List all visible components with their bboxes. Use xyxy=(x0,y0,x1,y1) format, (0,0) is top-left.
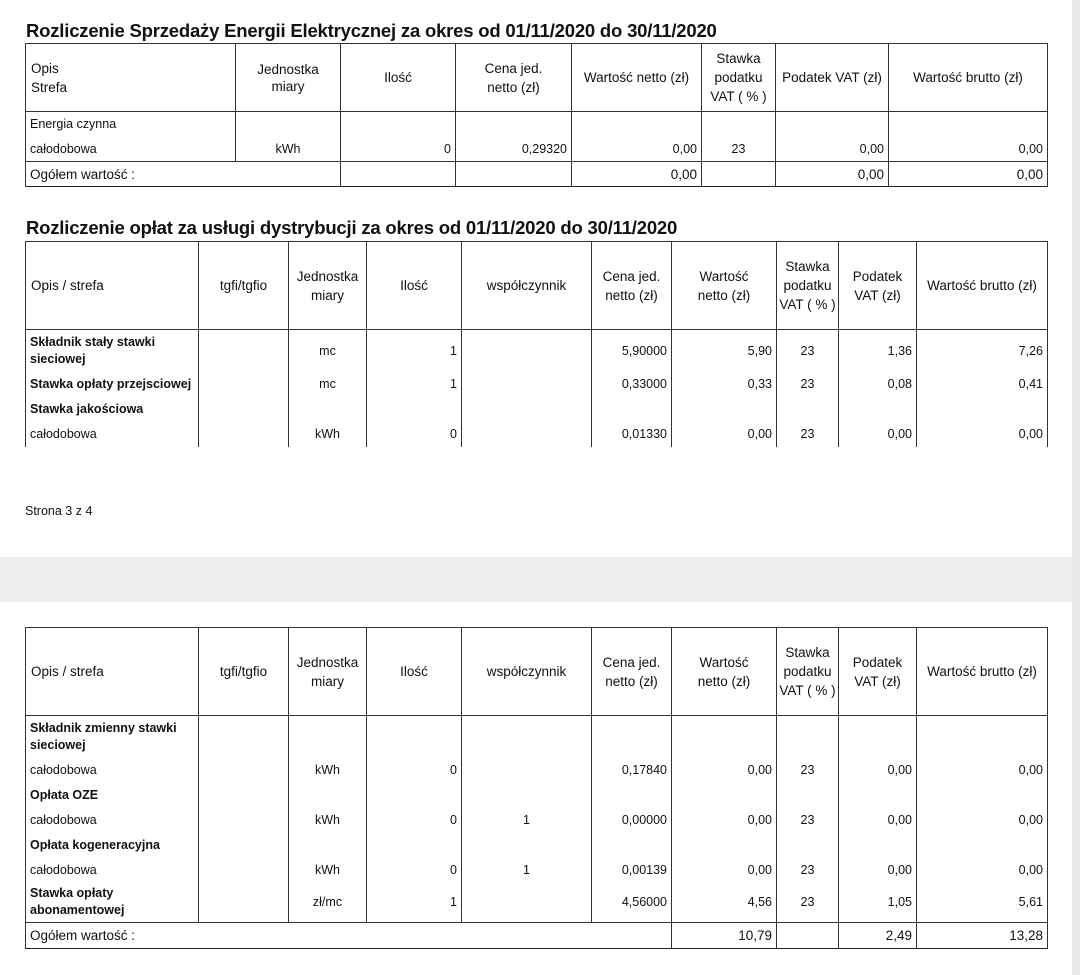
total-label: Ogółem wartość : xyxy=(26,923,672,949)
cell-stawka: 23 xyxy=(777,422,839,447)
cell-stawka: 23 xyxy=(777,758,839,783)
header-netto: Wartość netto (zł) xyxy=(672,628,777,716)
total-brutto: 13,28 xyxy=(917,923,1048,949)
cell-netto: 4,56 xyxy=(672,883,777,923)
table-row xyxy=(26,372,1048,397)
cell-cena: 0,29320 xyxy=(456,137,572,162)
header-brutto: Wartość brutto (zł) xyxy=(917,628,1048,716)
cell-ilosc: 0 xyxy=(367,422,462,447)
group-row xyxy=(26,716,1048,758)
total-row xyxy=(26,162,1048,187)
table-row xyxy=(26,422,1048,447)
cell-cena: 0,00139 xyxy=(592,858,672,883)
cell-cena: 0,33000 xyxy=(592,372,672,397)
cell-brutto: 5,61 xyxy=(917,883,1048,923)
table-header xyxy=(26,242,1048,330)
distribution-title: Rozliczenie opłat za usługi dystrybucji za okres od 01/11/2020 do 30/11/2020 xyxy=(26,217,678,238)
cell-vat: 1,36 xyxy=(839,330,917,372)
cell-netto: 0,00 xyxy=(572,137,702,162)
total-brutto: 0,00 xyxy=(889,162,1048,187)
cell-opis: całodobowa xyxy=(26,858,199,883)
cell-ilosc: 0 xyxy=(367,858,462,883)
header-stawka: Stawka podatku VAT ( % ) xyxy=(702,44,776,112)
cell-stawka: 23 xyxy=(777,808,839,833)
header-wspolczynnik: współczynnik xyxy=(462,242,592,330)
table-row xyxy=(26,758,1048,783)
header-stawka: Stawka podatku VAT ( % ) xyxy=(777,242,839,330)
distribution-table xyxy=(25,241,1048,447)
header-tgfi: tgfi/tgfio xyxy=(199,242,289,330)
cell-wsp: 1 xyxy=(462,858,592,883)
cell-vat: 0,00 xyxy=(776,137,889,162)
header-tgfi: tgfi/tgfio xyxy=(199,628,289,716)
cell-brutto: 0,00 xyxy=(917,422,1048,447)
cell-brutto: 0,00 xyxy=(917,808,1048,833)
cell-opis: Stawka opłaty przejsciowej xyxy=(26,372,199,397)
cell-cena: 0,01330 xyxy=(592,422,672,447)
cell-cena: 4,56000 xyxy=(592,883,672,923)
header-brutto: Wartość brutto (zł) xyxy=(889,44,1048,112)
cell-ilosc: 0 xyxy=(341,137,456,162)
cell-ilosc: 1 xyxy=(367,883,462,923)
header-ilosc: Ilość xyxy=(341,44,456,112)
cell-wsp xyxy=(462,758,592,783)
page-number: Strona 3 z 4 xyxy=(25,504,93,518)
cell-brutto: 0,41 xyxy=(917,372,1048,397)
cell-vat: 0,00 xyxy=(839,808,917,833)
cell-ilosc: 0 xyxy=(367,758,462,783)
scrollbar-track[interactable] xyxy=(1072,0,1080,975)
energy-sales-table xyxy=(25,43,1048,187)
group-label: Składnik zmienny stawki sieciowej xyxy=(26,716,199,758)
cell-wsp xyxy=(462,330,592,372)
total-netto: 0,00 xyxy=(572,162,702,187)
cell-netto: 0,00 xyxy=(672,422,777,447)
header-vat: Podatek VAT (zł) xyxy=(839,628,917,716)
table-row xyxy=(26,808,1048,833)
cell-vat: 0,00 xyxy=(839,758,917,783)
group-label: Energia czynna xyxy=(26,112,236,137)
group-label: Opłata kogeneracyjna xyxy=(26,833,199,858)
total-row xyxy=(26,923,1048,949)
cell-opis: całodobowa xyxy=(26,137,236,162)
cell-ilosc: 0 xyxy=(367,808,462,833)
total-netto: 10,79 xyxy=(672,923,777,949)
table-row xyxy=(26,330,1048,372)
group-row xyxy=(26,112,1048,137)
table-header xyxy=(26,628,1048,716)
cell-jednostka: mc xyxy=(289,330,367,372)
cell-wsp xyxy=(462,372,592,397)
cell-stawka: 23 xyxy=(702,137,776,162)
cell-cena: 5,90000 xyxy=(592,330,672,372)
header-jednostka: Jednostka miary xyxy=(289,242,367,330)
cell-ilosc: 1 xyxy=(367,330,462,372)
cell-brutto: 7,26 xyxy=(917,330,1048,372)
cell-stawka: 23 xyxy=(777,330,839,372)
cell-opis: całodobowa xyxy=(26,758,199,783)
cell-wsp xyxy=(462,883,592,923)
group-row xyxy=(26,397,1048,422)
table-row xyxy=(26,858,1048,883)
cell-opis: całodobowa xyxy=(26,422,199,447)
page-gap xyxy=(0,557,1072,602)
group-row xyxy=(26,783,1048,808)
cell-wsp xyxy=(462,422,592,447)
cell-jednostka: zł/mc xyxy=(289,883,367,923)
total-vat: 2,49 xyxy=(839,923,917,949)
header-jednostka: Jednostka miary xyxy=(236,44,341,112)
header-vat: Podatek VAT (zł) xyxy=(776,44,889,112)
cell-jednostka: kWh xyxy=(289,808,367,833)
header-stawka: Stawka podatku VAT ( % ) xyxy=(777,628,839,716)
cell-vat: 0,08 xyxy=(839,372,917,397)
cell-stawka: 23 xyxy=(777,372,839,397)
header-cena: Cena jed. netto (zł) xyxy=(592,628,672,716)
group-row xyxy=(26,833,1048,858)
cell-vat: 0,00 xyxy=(839,422,917,447)
distribution-table-continued xyxy=(25,627,1048,949)
table-header xyxy=(26,44,1048,112)
header-ilosc: Ilość xyxy=(367,242,462,330)
total-label: Ogółem wartość : xyxy=(26,162,341,187)
cell-stawka: 23 xyxy=(777,858,839,883)
cell-opis: całodobowa xyxy=(26,808,199,833)
cell-ilosc: 1 xyxy=(367,372,462,397)
cell-brutto: 0,00 xyxy=(917,858,1048,883)
energy-sales-title: Rozliczenie Sprzedaży Energii Elektrycznej za okres od 01/11/2020 do 30/11/2020 xyxy=(26,20,717,41)
cell-netto: 0,00 xyxy=(672,858,777,883)
header-cena: Cena jed. netto (zł) xyxy=(456,44,572,112)
cell-jednostka: kWh xyxy=(289,858,367,883)
header-cena: Cena jed. netto (zł) xyxy=(592,242,672,330)
cell-jednostka: kWh xyxy=(236,137,341,162)
cell-netto: 5,90 xyxy=(672,330,777,372)
header-brutto: Wartość brutto (zł) xyxy=(917,242,1048,330)
header-wspolczynnik: współczynnik xyxy=(462,628,592,716)
table-row xyxy=(26,883,1048,923)
group-label: Stawka jakościowa xyxy=(26,397,199,422)
header-opis: Opis / strefa xyxy=(26,628,199,716)
cell-netto: 0,33 xyxy=(672,372,777,397)
header-opis: Opis / strefa xyxy=(26,242,199,330)
cell-jednostka: kWh xyxy=(289,422,367,447)
cell-stawka: 23 xyxy=(777,883,839,923)
header-opis-strefa: Opis Strefa xyxy=(26,44,236,112)
cell-vat: 1,05 xyxy=(839,883,917,923)
header-jednostka: Jednostka miary xyxy=(289,628,367,716)
total-vat: 0,00 xyxy=(776,162,889,187)
group-label: Opłata OZE xyxy=(26,783,199,808)
cell-netto: 0,00 xyxy=(672,758,777,783)
cell-cena: 0,17840 xyxy=(592,758,672,783)
cell-opis: Składnik stały stawki sieciowej xyxy=(26,330,199,372)
header-ilosc: Ilość xyxy=(367,628,462,716)
header-netto: Wartość netto (zł) xyxy=(672,242,777,330)
cell-brutto: 0,00 xyxy=(889,137,1048,162)
cell-jednostka: kWh xyxy=(289,758,367,783)
cell-vat: 0,00 xyxy=(839,858,917,883)
table-row xyxy=(26,137,1048,162)
cell-cena: 0,00000 xyxy=(592,808,672,833)
cell-netto: 0,00 xyxy=(672,808,777,833)
cell-wsp: 1 xyxy=(462,808,592,833)
cell-opis: Stawka opłaty abonamentowej xyxy=(26,883,199,923)
cell-brutto: 0,00 xyxy=(917,758,1048,783)
cell-jednostka: mc xyxy=(289,372,367,397)
header-vat: Podatek VAT (zł) xyxy=(839,242,917,330)
header-netto: Wartość netto (zł) xyxy=(572,44,702,112)
